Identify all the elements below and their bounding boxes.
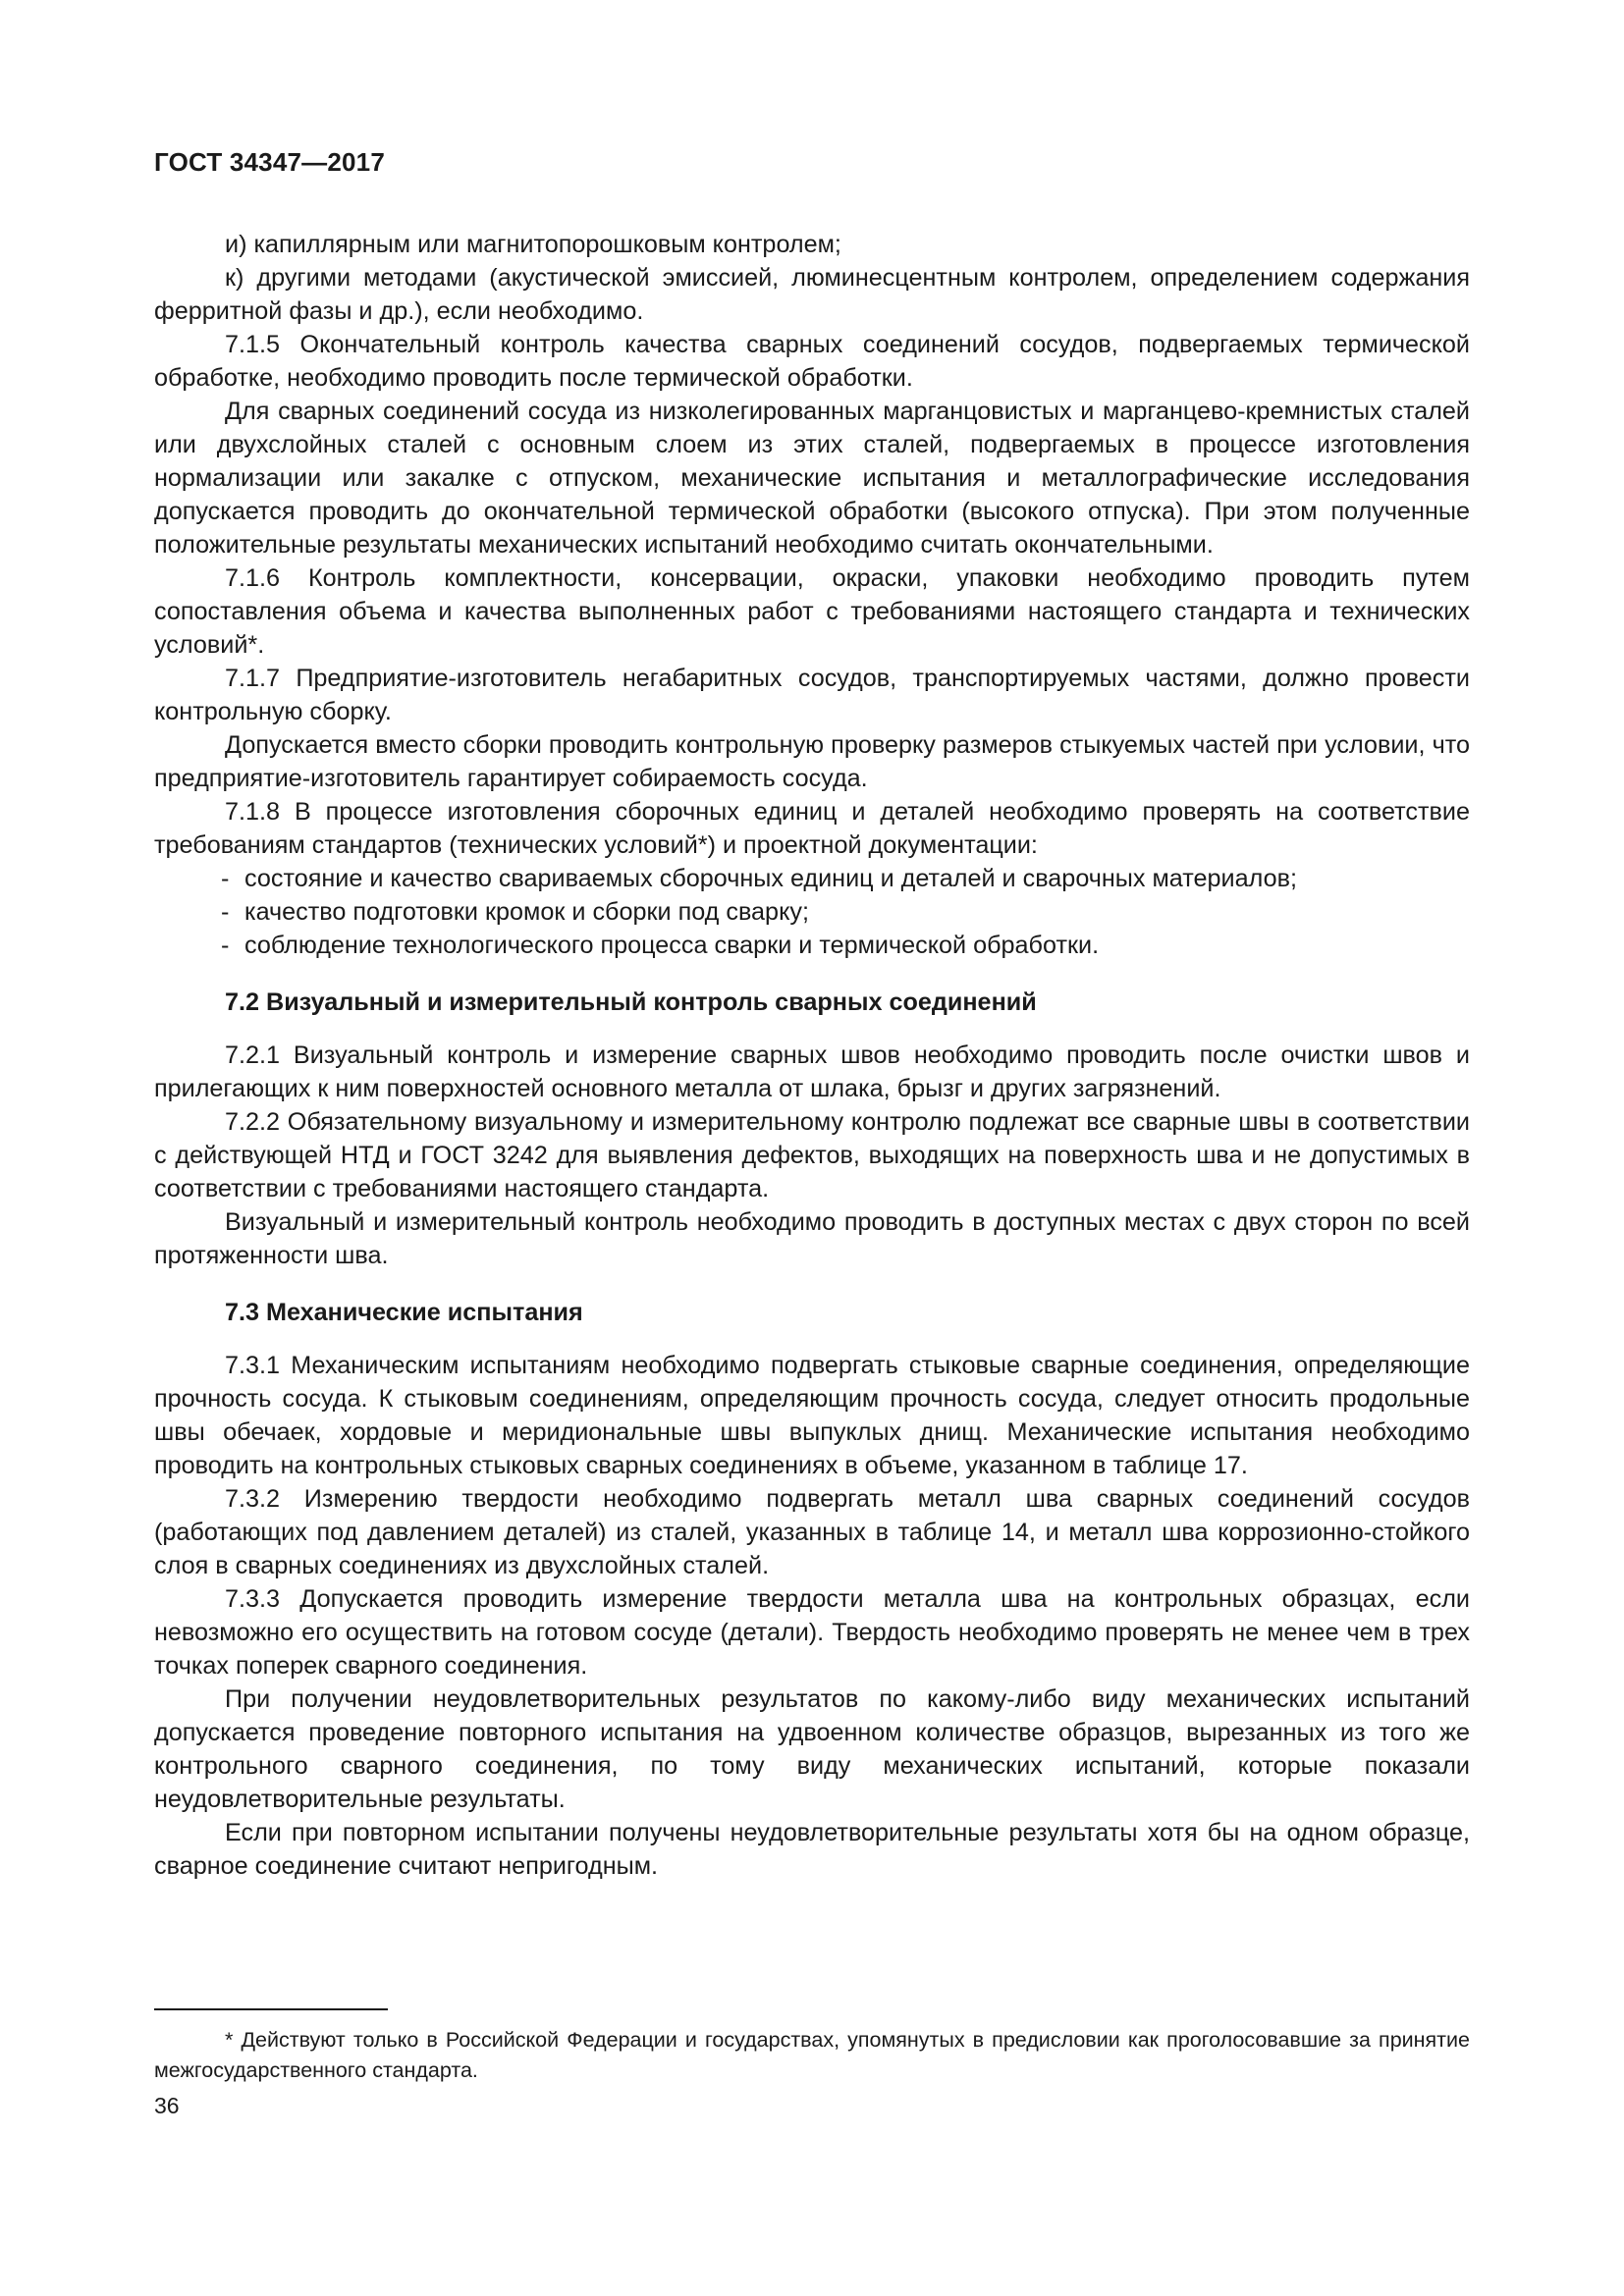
paragraph-7-3-2: 7.3.2 Измерению твердости необходимо подвергать металл шва сварных соединений сосудов (работающих под давлением деталей) из сталей, указанных в таблице 14, и металл шва коррозионно-стойкого слоя в сварных соединениях из двухслойных сталей. (154, 1485, 1470, 1579)
document-header: ГОСТ 34347—2017 (154, 147, 385, 177)
list-item: - состояние и качество свариваемых сборочных единиц и деталей и сварочных материалов; (154, 862, 1470, 895)
list-item: - соблюдение технологического процесса сварки и термической обработки. (154, 929, 1470, 962)
paragraph-7-1-5: 7.1.5 Окончательный контроль качества сварных соединений сосудов, подвергаемых термической обработке, необходимо проводить после термической обработки. (154, 331, 1470, 392)
section-heading-7-3: 7.3 Механические испытания (225, 1299, 583, 1326)
paragraph-7-3-3-final: Если при повторном испытании получены неудовлетворительные результаты хотя бы на одном образце, сварное соединение считают непригодным. (154, 1819, 1470, 1880)
paragraph-7-1-6: 7.1.6 Контроль комплектности, консервации, окраски, упаковки необходимо проводить путем сопоставления объема и качества выполненных работ с требованиями настоящего стандарта и технических условий*. (154, 564, 1470, 659)
paragraph-7-1-8: 7.1.8 В процессе изготовления сборочных единиц и деталей необходимо проверять на соответствие требованиям стандартов (технических условий*) и проектной документации: (154, 798, 1470, 859)
paragraph-7-2-1: 7.2.1 Визуальный контроль и измерение сварных швов необходимо проводить после очистки швов и прилегающих к ним поверхностей основного металла от шлака, брызг и других загрязнений. (154, 1041, 1470, 1102)
document-body (154, 228, 1470, 1883)
footnote: * Действуют только в Российской Федерации и государствах, упомянутых в предисловии как проголосовавшие за принятие межгосударственного стандарта. (154, 2028, 1470, 2082)
paragraph-7-2-2: 7.2.2 Обязательному визуальному и измерительному контролю подлежат все сварные швы в соответствии с действующей НТД и ГОСТ 3242 для выявления дефектов, выходящих на поверхность шва и не допустимых в соответствии с требованиями настоящего стандарта. (154, 1108, 1470, 1202)
footnote-divider (154, 2008, 388, 2010)
paragraph-7-3-3: 7.3.3 Допускается проводить измерение твердости металла шва на контрольных образцах, если невозможно его осуществить на готовом сосуде (детали). Твердость необходимо проверять не менее чем в трех точках поперек сварного соединения. (154, 1585, 1470, 1680)
paragraph-7-1-7-continued: Допускается вместо сборки проводить контрольную проверку размеров стыкуемых частей при условии, что предприятие-изготовитель гарантирует собираемость сосуда. (154, 731, 1470, 792)
list-item: - качество подготовки кромок и сборки под сварку; (154, 895, 1470, 929)
paragraph-7-3-1: 7.3.1 Механическим испытаниям необходимо подвергать стыковые сварные соединения, определяющие прочность сосуда. К стыковым соединениям, определяющим прочность сосуда, следует относить продольные швы обечаек, хордовые и меридиональные швы выпуклых днищ. Механические испытания необходимо проводить на контрольных стыковых сварных соединениях в объеме, указанном в таблице 17. (154, 1352, 1470, 1479)
paragraph-item-i: и) капиллярным или магнитопорошковым контролем; (225, 231, 841, 258)
paragraph-7-1-7: 7.1.7 Предприятие-изготовитель негабаритных сосудов, транспортируемых частями, должно провести контрольную сборку. (154, 665, 1470, 725)
page-number: 36 (154, 2093, 180, 2118)
paragraph-item-k: к) другими методами (акустической эмиссией, люминесцентным контролем, определением содержания ферритной фазы и др.), если необходимо. (154, 264, 1470, 325)
section-heading-7-2: 7.2 Визуальный и измерительный контроль сварных соединений (225, 988, 1037, 1016)
paragraph-7-3-3-continued: При получении неудовлетворительных результатов по какому-либо виду механических испытаний допускается проведение повторного испытания на удвоенном количестве образцов, вырезанных из того же контрольного сварного соединения, по тому виду механических испытаний, которые показали неудовлетворительные результаты. (154, 1685, 1470, 1813)
paragraph-7-1-5-continued: Для сварных соединений сосуда из низколегированных марганцовистых и марганцево-кремнистых сталей или двухслойных сталей с основным слоем из этих сталей, подвергаемых в процессе изготовления нормализации или закалке с отпуском, механические испытания и металлографические исследования допускается проводить до окончательной термической обработки (высокого отпуска). При этом полученные положительные результаты механических испытаний необходимо считать окончательными. (154, 398, 1470, 559)
paragraph-7-2-2-continued: Визуальный и измерительный контроль необходимо проводить в доступных местах с двух сторон по всей протяженности шва. (154, 1208, 1470, 1269)
